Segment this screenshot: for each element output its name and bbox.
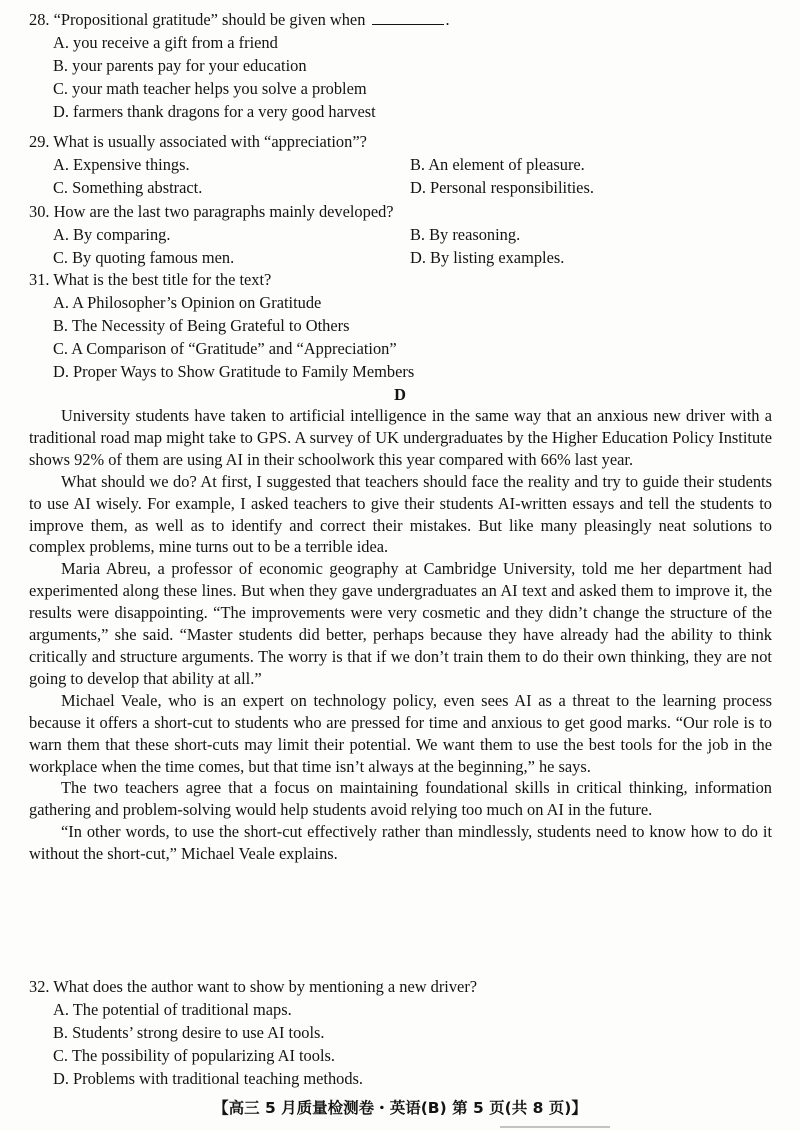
question-30-option-a: A. By comparing. <box>53 225 171 244</box>
question-32-stem: 32. What does the author want to show by mentioning a new driver? <box>29 977 478 996</box>
question-28-stem-end: . <box>445 10 450 29</box>
question-30-stem: 30. How are the last two paragraphs mainly developed? <box>29 202 394 221</box>
passage-d <box>29 405 772 865</box>
answer-blank <box>372 9 444 25</box>
question-30-option-c: C. By quoting famous men. <box>53 248 235 267</box>
question-28-stem-text: 28. “Propositional gratitude” should be given when <box>29 10 366 29</box>
question-29-options-row-2 <box>29 176 779 199</box>
question-31 <box>29 268 779 383</box>
question-28-option-a: A. you receive a gift from a friend <box>53 33 278 52</box>
question-29-stem: 29. What is usually associated with “appreciation”? <box>29 132 367 151</box>
question-29-option-b: B. An element of pleasure. <box>410 155 585 174</box>
question-32-option-a: A. The potential of traditional maps. <box>53 1000 292 1019</box>
question-28-stem <box>29 8 779 31</box>
passage-paragraph-4: Michael Veale, who is an expert on technology policy, even sees AI as a threat to the learning process because it offers a short-cut to students who are pressed for time and anxious to get good marks. “Our role is to warn them that these short-cuts may limit their potential. We want them to use the best tools for the job in the workplace when the time comes, but that time isn’t always at the beginning,” he says. <box>29 690 772 776</box>
question-31-option-a: A. A Philosopher’s Opinion on Gratitude <box>53 293 322 312</box>
section-heading-d: D <box>394 385 406 404</box>
passage-paragraph-1: University students have taken to artificial intelligence in the same way that an anxious new driver with a traditional road map might take to GPS. A survey of UK undergraduates by the Higher Education Policy Institute shows 92% of them are using AI in their schoolwork this year compared with 66% last year. <box>29 406 772 469</box>
question-31-stem: 31. What is the best title for the text? <box>29 270 272 289</box>
question-30-option-b: B. By reasoning. <box>410 225 521 244</box>
question-29 <box>29 130 779 199</box>
question-32-option-d: D. Problems with traditional teaching methods. <box>53 1069 364 1088</box>
question-29-options-row-1 <box>29 153 779 176</box>
question-30-option-d: D. By listing examples. <box>410 248 565 267</box>
question-31-option-d: D. Proper Ways to Show Gratitude to Family Members <box>53 362 415 381</box>
question-31-option-b: B. The Necessity of Being Grateful to Others <box>53 316 350 335</box>
question-28-option-b: B. your parents pay for your education <box>53 56 307 75</box>
passage-paragraph-5: The two teachers agree that a focus on maintaining foundational skills in critical thinking, information gathering and problem-solving would help students avoid relying too much on AI in the future. <box>29 778 772 820</box>
question-30-options-row-1 <box>29 223 779 246</box>
question-32 <box>29 975 779 1090</box>
passage-paragraph-2: What should we do? At first, I suggested that teachers should face the reality and try to guide their students to use AI wisely. For example, I asked teachers to give their students AI-written essays and tell the students to improve them, as well as to identify and correct their mistakes. But like many pleasingly neat solutions to complex problems, mine turns out to be a terrible idea. <box>29 471 772 557</box>
question-29-option-d: D. Personal responsibilities. <box>410 178 594 197</box>
question-31-option-c: C. A Comparison of “Gratitude” and “Appreciation” <box>53 339 397 358</box>
footer-divider <box>500 1126 610 1128</box>
question-29-option-a: A. Expensive things. <box>53 155 190 174</box>
question-32-option-c: C. The possibility of popularizing AI tools. <box>53 1046 335 1065</box>
passage-paragraph-6: “In other words, to use the short-cut effectively rather than mindlessly, students need to know how to do it without the short-cut,” Michael Veale explains. <box>29 822 772 864</box>
passage-paragraph-3: Maria Abreu, a professor of economic geography at Cambridge University, told me her department had experimented along these lines. But when they gave undergraduates an AI text and asked them to improve it, the results were disappointing. “The improvements were very cosmetic and they didn’t change the structure of the arguments,” she said. “Master students did better, perhaps because they have already had the ability to think critically and structure arguments. The worry is that if we don’t train them to do their own thinking, they are not going to develop that ability at all.” <box>29 559 772 688</box>
question-29-option-c: C. Something abstract. <box>53 178 203 197</box>
question-32-option-b: B. Students’ strong desire to use AI tools. <box>53 1023 325 1042</box>
question-28 <box>29 8 779 123</box>
page-footer: 【高三 5 月质量检测卷・英语(B) 第 5 页(共 8 页)】 <box>213 1099 587 1117</box>
question-30 <box>29 200 779 269</box>
question-28-option-c: C. your math teacher helps you solve a problem <box>53 79 367 98</box>
question-28-option-d: D. farmers thank dragons for a very good harvest <box>53 102 376 121</box>
question-30-options-row-2 <box>29 246 779 269</box>
